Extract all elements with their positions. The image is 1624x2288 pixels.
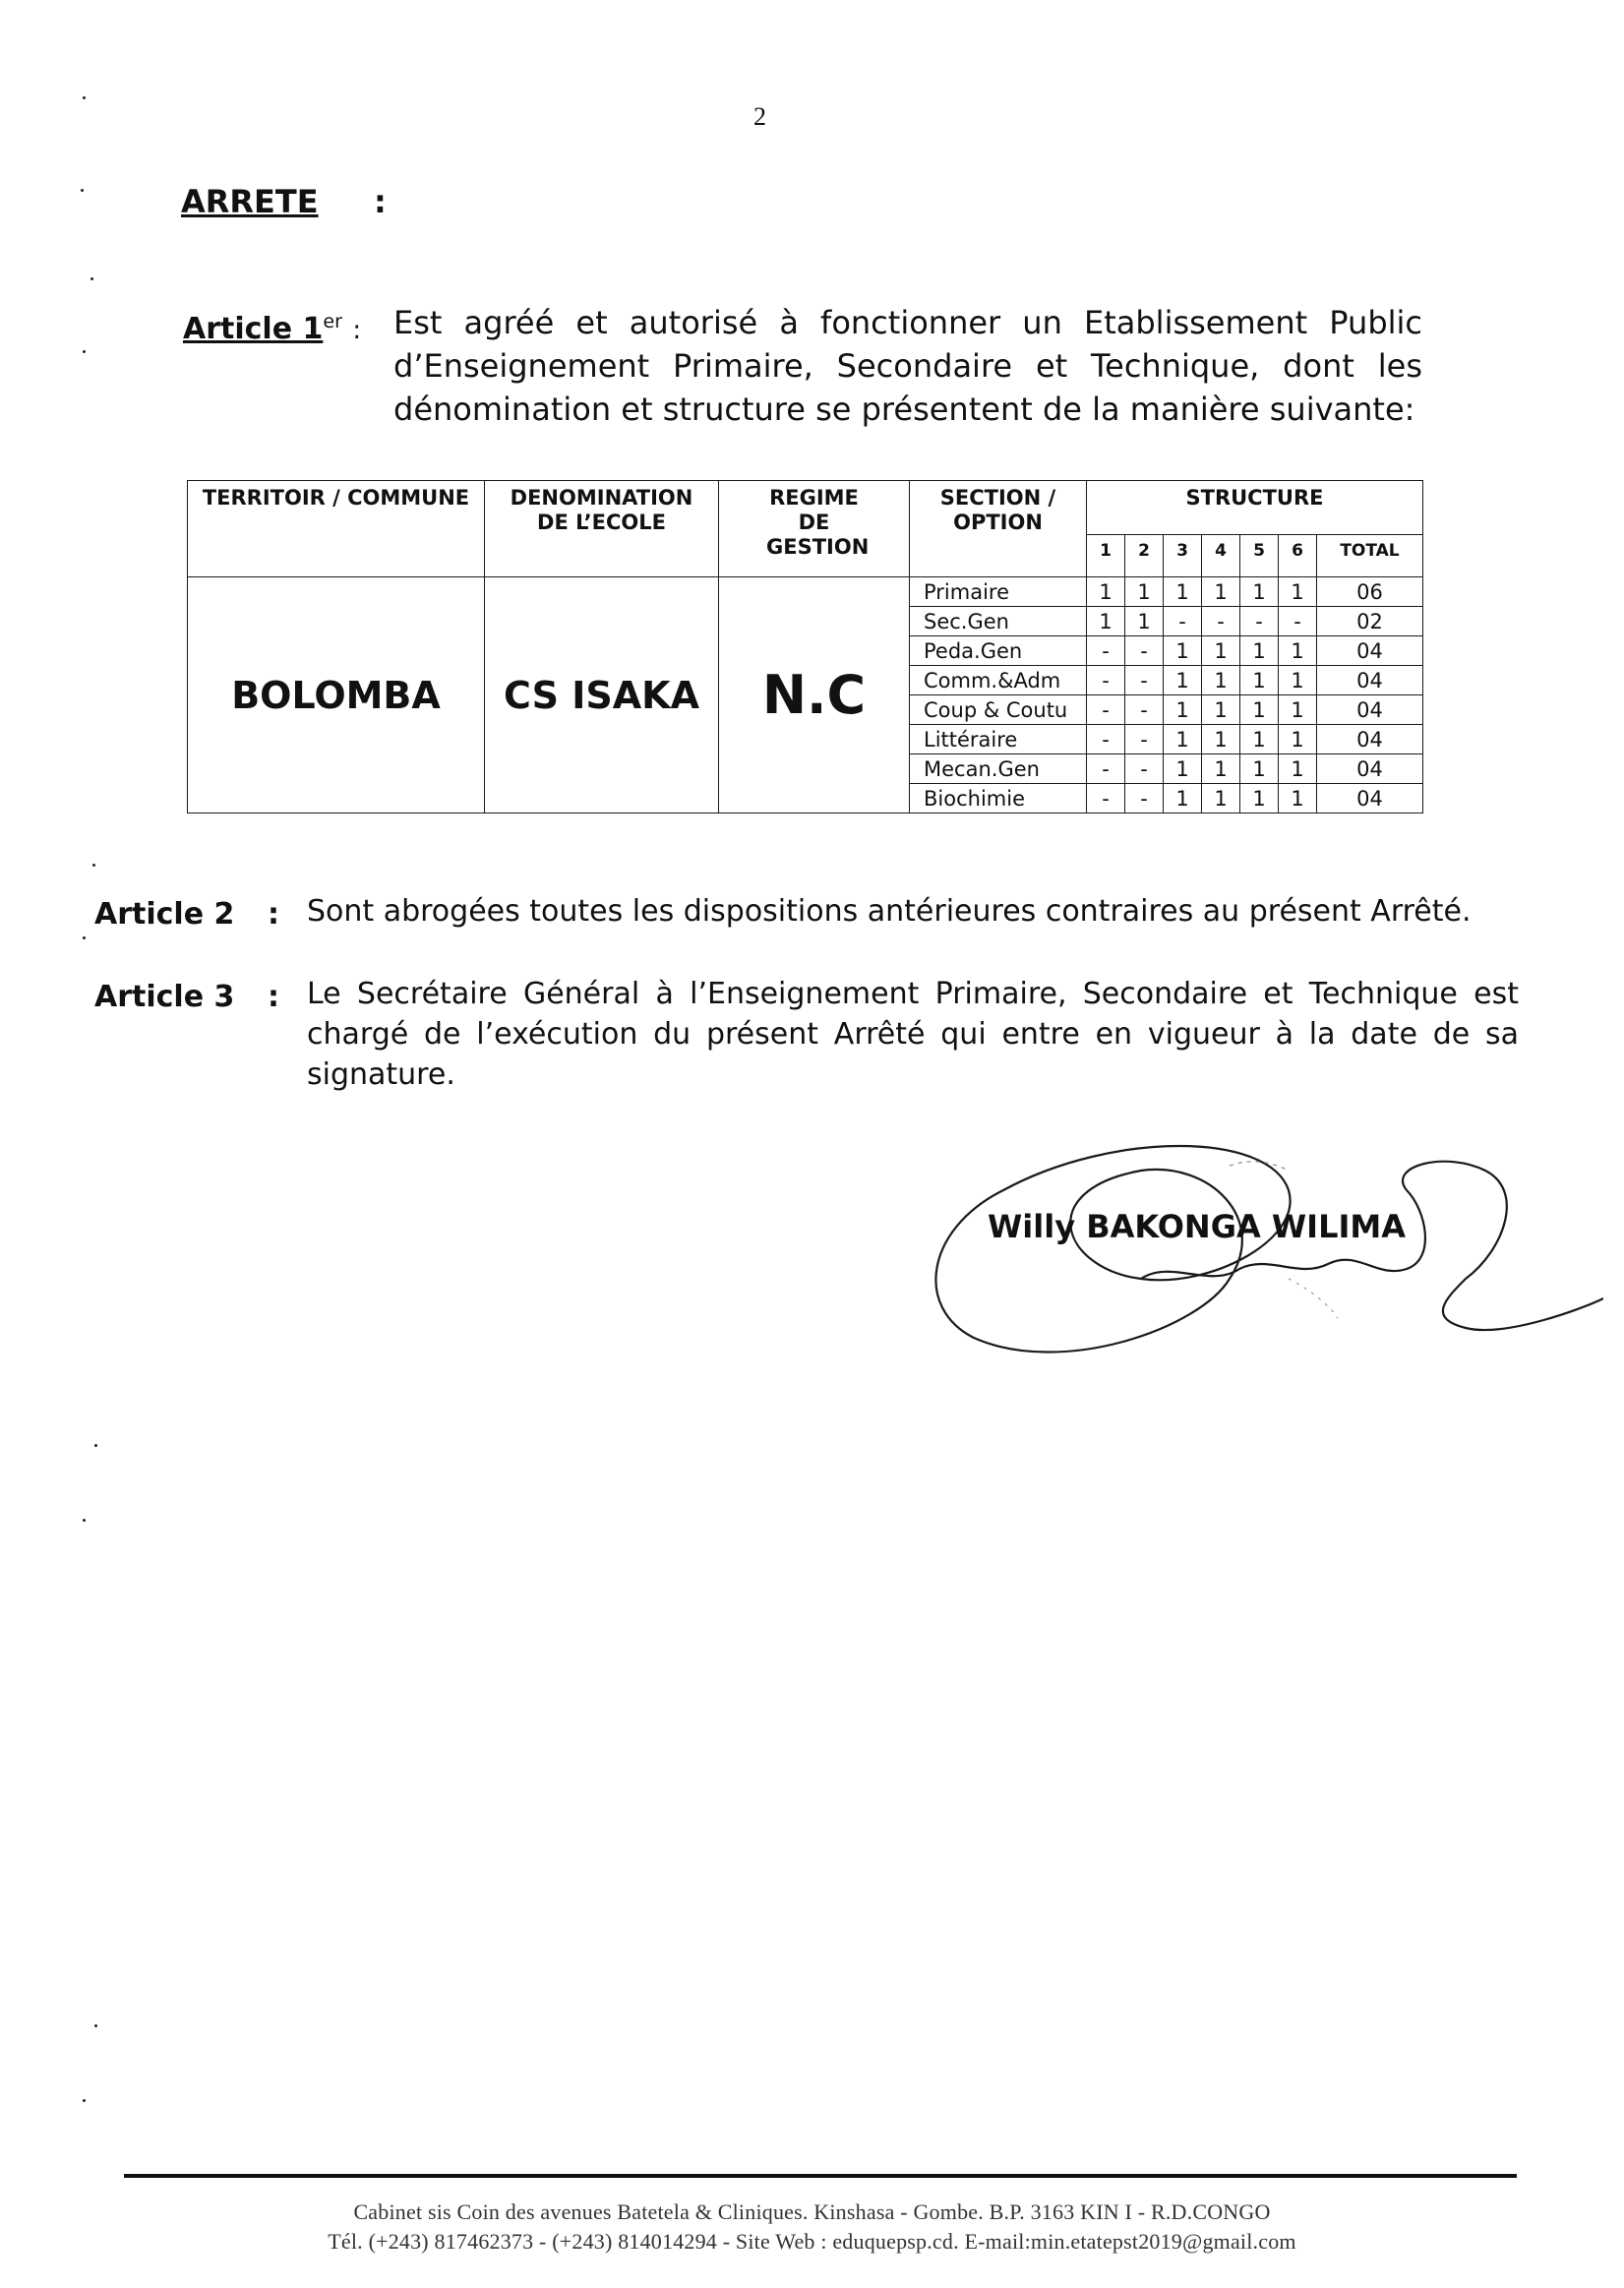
level-cell: 1 bbox=[1087, 607, 1125, 636]
level-cell: 1 bbox=[1202, 754, 1240, 784]
total-cell: 04 bbox=[1317, 725, 1423, 754]
scan-speck bbox=[83, 96, 86, 99]
level-cell: - bbox=[1087, 695, 1125, 725]
section-cell: Sec.Gen bbox=[910, 607, 1087, 636]
level-cell: - bbox=[1164, 607, 1202, 636]
total-cell: 06 bbox=[1317, 577, 1423, 607]
article-1-label-text: Article 1 bbox=[183, 312, 324, 346]
level-cell: 1 bbox=[1279, 636, 1317, 666]
level-cell: 1 bbox=[1279, 577, 1317, 607]
section-cell: Mecan.Gen bbox=[910, 754, 1087, 784]
section-cell: Coup & Coutu bbox=[910, 695, 1087, 725]
signatory-name: Willy BAKONGA WILIMA bbox=[988, 1208, 1406, 1245]
header-level-1: 1 bbox=[1087, 535, 1125, 577]
footer-contact: Tél. (+243) 817462373 - (+243) 814014294 - Site Web : eduquepsp.cd. E-mail:min.etatepst2019@gmail.com bbox=[328, 2229, 1296, 2254]
table-row bbox=[188, 577, 1423, 607]
article-2-text: Sont abrogées toutes les dispositions antérieures contraires au présent Arrêté. bbox=[307, 894, 1472, 929]
level-cell: - bbox=[1087, 636, 1125, 666]
header-level-4: 4 bbox=[1202, 535, 1240, 577]
level-cell: 1 bbox=[1164, 636, 1202, 666]
level-cell: 1 bbox=[1164, 695, 1202, 725]
table-header-row bbox=[188, 481, 1423, 535]
page-number: 2 bbox=[753, 102, 766, 131]
header-regime: REGIME DE GESTION bbox=[719, 481, 910, 577]
article-1-text: Est agréé et autorisé à fonctionner un Etablissement Public d’Enseignement Primaire, Secondaire et Technique, dont les dénomination et structure se présentent de la manière suivante: bbox=[393, 304, 1422, 428]
regime-cell: N.C bbox=[719, 577, 910, 813]
total-cell: 04 bbox=[1317, 784, 1423, 813]
total-cell: 04 bbox=[1317, 636, 1423, 666]
level-cell: - bbox=[1202, 607, 1240, 636]
level-cell: 1 bbox=[1240, 784, 1279, 813]
article-1-colon: : bbox=[352, 316, 362, 345]
level-cell: 1 bbox=[1240, 666, 1279, 695]
level-cell: 1 bbox=[1164, 754, 1202, 784]
level-cell: 1 bbox=[1164, 577, 1202, 607]
level-cell: - bbox=[1087, 666, 1125, 695]
level-cell: - bbox=[1125, 725, 1164, 754]
section-cell: Comm.&Adm bbox=[910, 666, 1087, 695]
territoire-cell: BOLOMBA bbox=[188, 577, 485, 813]
total-cell: 04 bbox=[1317, 666, 1423, 695]
level-cell: 1 bbox=[1087, 577, 1125, 607]
level-cell: 1 bbox=[1240, 754, 1279, 784]
level-cell: 1 bbox=[1164, 784, 1202, 813]
article-1-superscript: er bbox=[323, 311, 342, 332]
scan-speck bbox=[94, 2024, 97, 2027]
scan-speck bbox=[92, 864, 95, 867]
article-2-colon: : bbox=[268, 897, 279, 932]
level-cell: 1 bbox=[1164, 666, 1202, 695]
footer-address: Cabinet sis Coin des avenues Batetela & Cliniques. Kinshasa - Gombe. B.P. 3163 KIN I - R.D.CONGO bbox=[353, 2199, 1271, 2224]
level-cell: 1 bbox=[1164, 725, 1202, 754]
header-section: SECTION / OPTION bbox=[910, 481, 1087, 577]
header-level-5: 5 bbox=[1240, 535, 1279, 577]
scan-speck bbox=[83, 2099, 86, 2102]
decree-heading-colon: : bbox=[374, 183, 387, 220]
structure-table bbox=[187, 480, 1423, 813]
ecole-cell: CS ISAKA bbox=[485, 577, 719, 813]
header-territoire: TERRITOIR / COMMUNE bbox=[188, 481, 485, 577]
level-cell: 1 bbox=[1202, 695, 1240, 725]
header-structure: STRUCTURE bbox=[1087, 481, 1423, 535]
level-cell: 1 bbox=[1240, 725, 1279, 754]
section-cell: Littéraire bbox=[910, 725, 1087, 754]
handwritten-signature bbox=[915, 1131, 1603, 1367]
header-total: TOTAL bbox=[1317, 535, 1423, 577]
article-1-label bbox=[183, 311, 361, 346]
scan-speck bbox=[94, 1444, 97, 1447]
level-cell: 1 bbox=[1125, 577, 1164, 607]
level-cell: 1 bbox=[1202, 784, 1240, 813]
level-cell: 1 bbox=[1279, 725, 1317, 754]
level-cell: 1 bbox=[1240, 636, 1279, 666]
level-cell: - bbox=[1087, 754, 1125, 784]
total-cell: 04 bbox=[1317, 695, 1423, 725]
level-cell: 1 bbox=[1279, 754, 1317, 784]
level-cell: 1 bbox=[1125, 607, 1164, 636]
scan-speck bbox=[83, 936, 86, 939]
level-cell: - bbox=[1125, 784, 1164, 813]
article-3-label: Article 3 bbox=[94, 980, 235, 1014]
level-cell: - bbox=[1087, 725, 1125, 754]
level-cell: 1 bbox=[1279, 784, 1317, 813]
footer-divider bbox=[124, 2174, 1517, 2178]
header-denomination: DENOMINATION DE L’ECOLE bbox=[485, 481, 719, 577]
scan-speck bbox=[83, 1519, 86, 1522]
section-cell: Biochimie bbox=[910, 784, 1087, 813]
level-cell: - bbox=[1125, 695, 1164, 725]
article-3-colon: : bbox=[268, 980, 279, 1014]
level-cell: - bbox=[1240, 607, 1279, 636]
level-cell: - bbox=[1125, 666, 1164, 695]
level-cell: 1 bbox=[1279, 695, 1317, 725]
decree-heading: ARRETE bbox=[181, 183, 319, 220]
scan-speck bbox=[90, 277, 93, 280]
scan-speck bbox=[83, 350, 86, 353]
header-level-2: 2 bbox=[1125, 535, 1164, 577]
level-cell: 1 bbox=[1202, 577, 1240, 607]
total-cell: 02 bbox=[1317, 607, 1423, 636]
level-cell: 1 bbox=[1202, 666, 1240, 695]
level-cell: - bbox=[1279, 607, 1317, 636]
header-level-3: 3 bbox=[1164, 535, 1202, 577]
section-cell: Peda.Gen bbox=[910, 636, 1087, 666]
article-3-text: Le Secrétaire Général à l’Enseignement Primaire, Secondaire et Technique est chargé de l’exécution du présent Arrêté qui entre en vigueur à la date de sa signature. bbox=[307, 977, 1519, 1092]
total-cell: 04 bbox=[1317, 754, 1423, 784]
level-cell: - bbox=[1125, 754, 1164, 784]
level-cell: 1 bbox=[1279, 666, 1317, 695]
level-cell: 1 bbox=[1240, 695, 1279, 725]
level-cell: 1 bbox=[1202, 636, 1240, 666]
section-cell: Primaire bbox=[910, 577, 1087, 607]
article-2-label: Article 2 bbox=[94, 897, 235, 932]
scan-speck bbox=[81, 189, 84, 192]
level-cell: 1 bbox=[1240, 577, 1279, 607]
level-cell: 1 bbox=[1202, 725, 1240, 754]
level-cell: - bbox=[1087, 784, 1125, 813]
header-level-6: 6 bbox=[1279, 535, 1317, 577]
level-cell: - bbox=[1125, 636, 1164, 666]
